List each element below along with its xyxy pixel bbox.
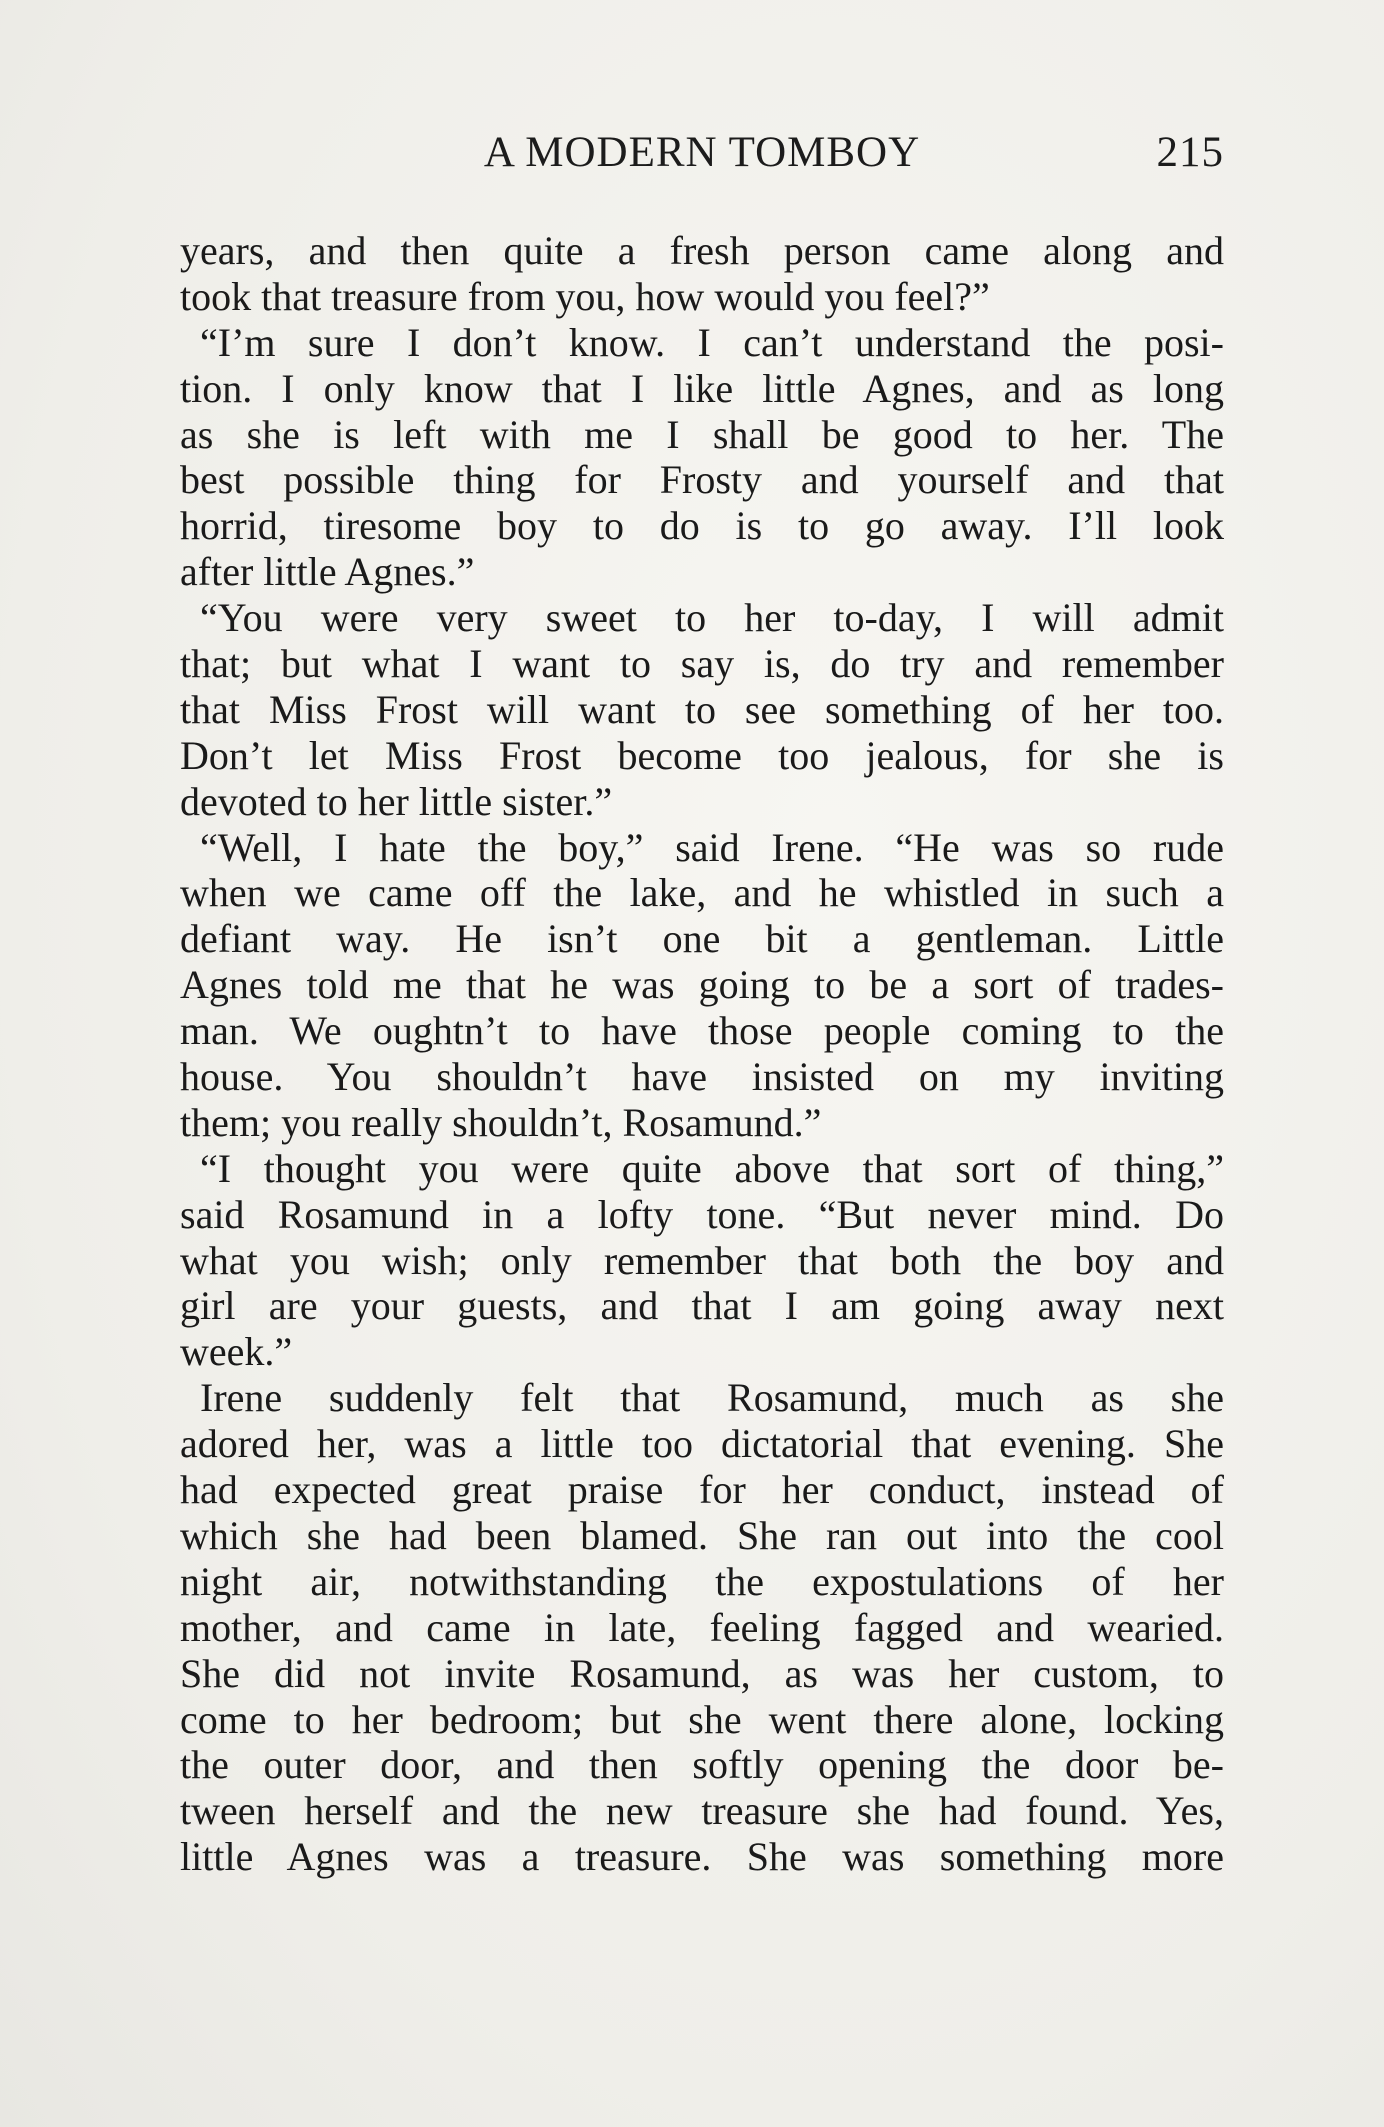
page-number: 215 [1156, 129, 1224, 176]
text-line: them; you really shouldn’t, Rosamund.” [180, 1099, 822, 1145]
text-line: the outer door, and then softly opening the door be- [180, 1742, 1224, 1788]
text-line: Irene suddenly felt that Rosamund, much as she [200, 1375, 1224, 1421]
text-line: devoted to her little sister.” [180, 778, 613, 824]
text-line: “I’m sure I don’t know. I can’t understand the posi- [200, 319, 1224, 365]
text-line: little Agnes was a treasure. She was something more [180, 1834, 1224, 1880]
text-line: that Miss Frost will want to see something of her too. [180, 686, 1224, 732]
text-line: week.” [180, 1329, 293, 1375]
text-line: Agnes told me that he was going to be a sort of trades- [180, 962, 1224, 1008]
text-line: which she had been blamed. She ran out into the cool [180, 1512, 1224, 1558]
text-line: tween herself and the new treasure she had found. Yes, [180, 1788, 1224, 1834]
text-line: “I thought you were quite above that sort of thing,” [200, 1145, 1224, 1191]
text-line: tion. I only know that I like little Agnes, and as long [180, 365, 1224, 411]
text-line: night air, notwithstanding the expostulations of her [180, 1558, 1224, 1604]
text-line: Don’t let Miss Frost become too jealous, for she is [180, 732, 1224, 778]
body-text [180, 228, 1224, 1880]
text-line: when we came off the lake, and he whistled in such a [180, 870, 1224, 916]
text-line: horrid, tiresome boy to do is to go away. I’ll look [180, 503, 1224, 549]
text-line: man. We oughtn’t to have those people coming to the [180, 1008, 1224, 1054]
text-line: She did not invite Rosamund, as was her custom, to [180, 1650, 1224, 1696]
text-line: best possible thing for Frosty and yourself and that [180, 457, 1224, 503]
text-line: took that treasure from you, how would you feel?” [180, 273, 990, 319]
text-line: come to her bedroom; but she went there alone, locking [180, 1696, 1224, 1742]
text-line: said Rosamund in a lofty tone. “But never mind. Do [180, 1191, 1224, 1237]
text-line: girl are your guests, and that I am going away next [180, 1283, 1224, 1329]
text-line: defiant way. He isn’t one bit a gentleman. Little [180, 916, 1224, 962]
text-line: mother, and came in late, feeling fagged and wearied. [180, 1604, 1224, 1650]
text-line: after little Agnes.” [180, 549, 475, 595]
text-line: years, and then quite a fresh person came along and [180, 228, 1224, 273]
text-line: “You were very sweet to her to-day, I will admit [200, 595, 1224, 641]
text-line: adored her, was a little too dictatorial that evening. She [180, 1421, 1224, 1467]
text-line: “Well, I hate the boy,” said Irene. “He was so rude [200, 824, 1224, 870]
text-line: as she is left with me I shall be good to her. The [180, 411, 1224, 457]
text-line: had expected great praise for her conduct, instead of [180, 1467, 1224, 1513]
text-line: what you wish; only remember that both the boy and [180, 1237, 1224, 1283]
text-line: that; but what I want to say is, do try and remember [180, 641, 1224, 687]
text-line: house. You shouldn’t have insisted on my inviting [180, 1054, 1224, 1100]
running-title: A MODERN TOMBOY [483, 129, 921, 176]
running-header [180, 128, 1224, 188]
